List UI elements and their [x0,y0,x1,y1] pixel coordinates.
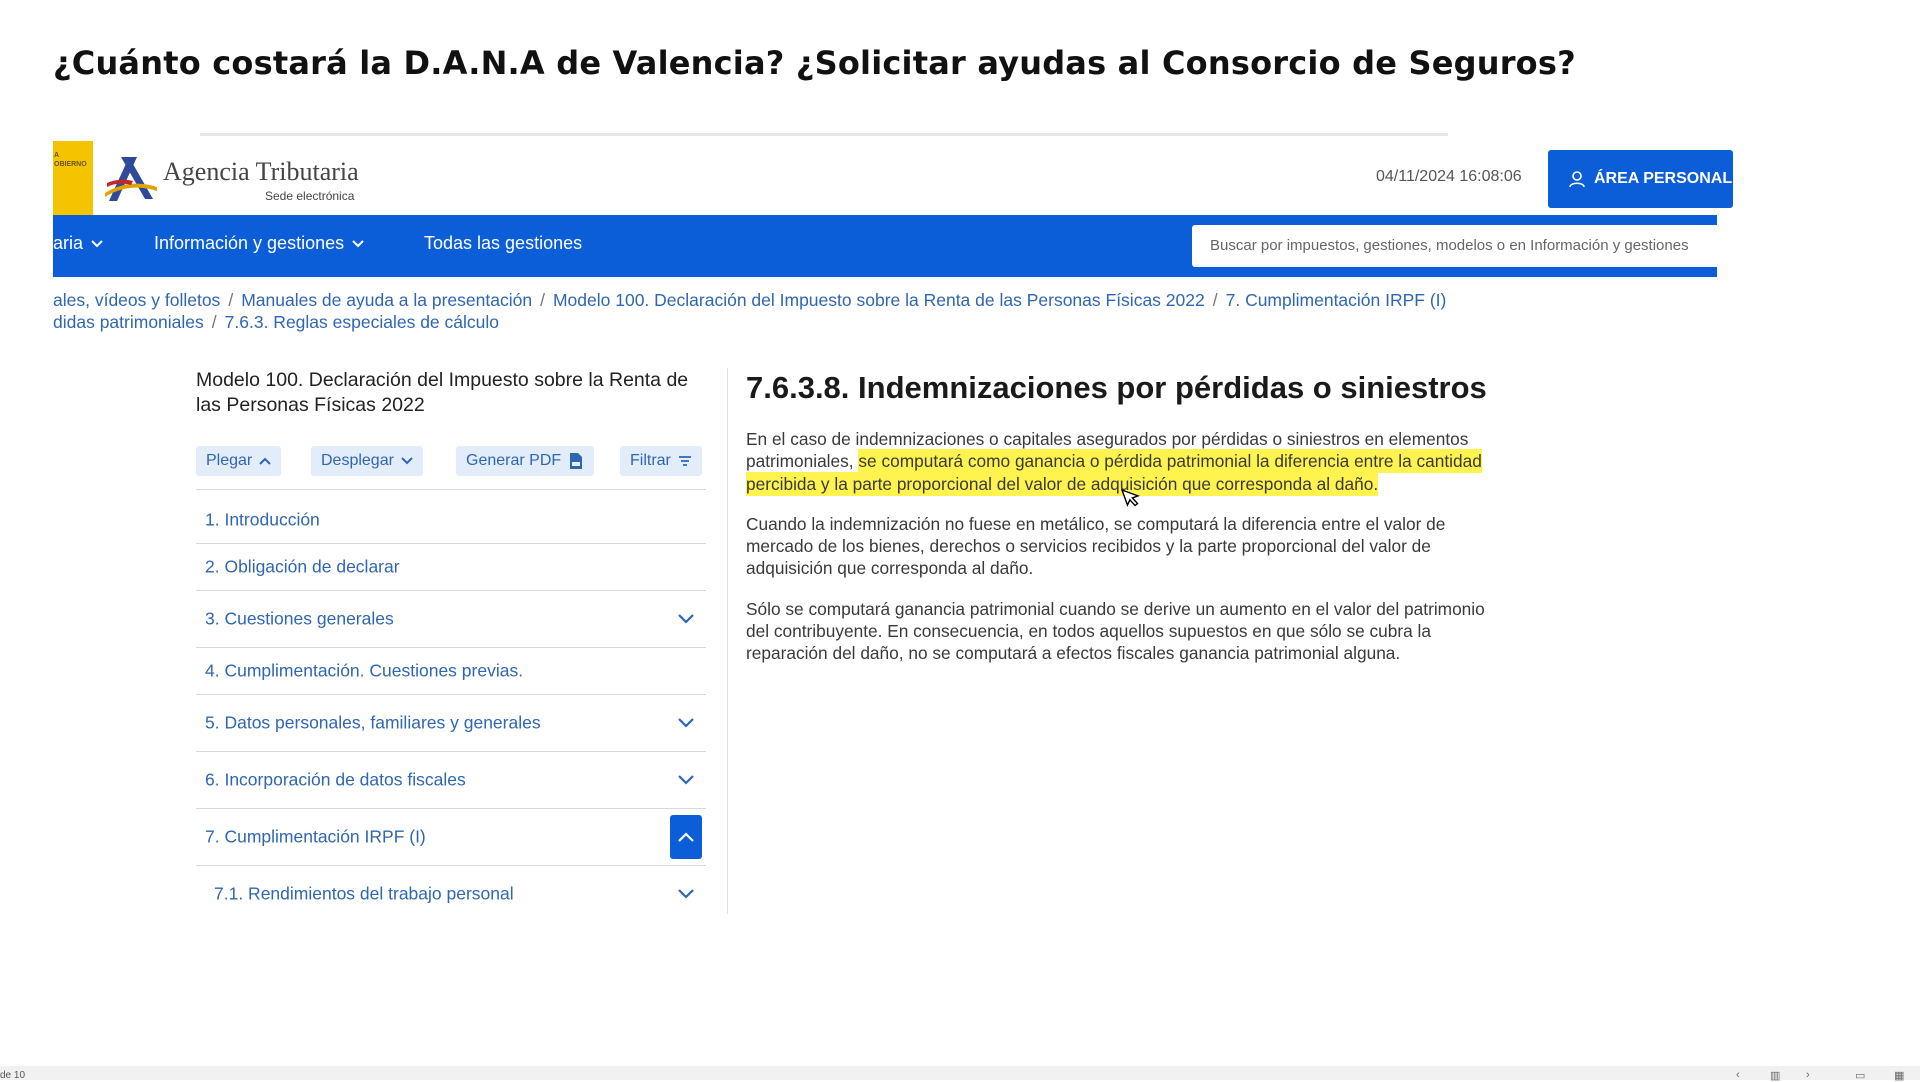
nav-item-informacion-gestiones[interactable] [154,233,364,254]
chevron-up-icon [259,457,271,465]
toc-item-label: 1. Introducción [205,509,320,530]
viewer-status-bar [0,1066,1920,1080]
toolbar-divider [196,489,706,490]
personal-area-label: ÁREA PERSONAL [1594,170,1733,187]
nav-item-aria[interactable] [53,233,103,254]
breadcrumb-link[interactable]: 7.6.3. Reglas especiales de cálculo [224,312,499,332]
breadcrumb-link[interactable]: didas patrimoniales [53,312,204,332]
chevron-down-icon [352,240,364,248]
toc-item-label: 3. Cuestiones generales [205,608,394,629]
breadcrumb-link[interactable]: ales, vídeos y folletos [53,290,221,310]
generate-pdf-button[interactable] [456,446,594,476]
chevron-down-icon[interactable] [670,707,702,739]
generate-pdf-label: Generar PDF [466,452,562,469]
chevron-down-icon [91,240,103,248]
column-divider [727,368,728,914]
breadcrumb-separator: / [228,290,234,310]
toc-item-label: 2. Obligación de declarar [205,556,400,577]
nav-item-label: Información y gestiones [154,233,345,253]
single-page-icon[interactable]: ▭ [1855,1070,1866,1082]
agency-subtitle: Sede electrónica [265,189,355,203]
slide-title: ¿Cuánto costará la D.A.N.A de Valencia? ¿Solicitar ayudas al Consorcio de Seguros? [53,44,1576,82]
table-of-contents [196,497,706,922]
breadcrumb-link[interactable]: Modelo 100. Declaración del Impuesto sobre la Renta de las Personas Físicas 2022 [552,290,1205,310]
chevron-right-icon[interactable]: › [1806,1069,1810,1081]
toc-item-cumplimentacion-irpf[interactable] [196,809,706,866]
main-navbar [53,215,1717,277]
nav-item-label: aria [53,233,84,253]
collapse-button[interactable] [196,446,281,476]
page-view-icon[interactable]: ▥ [1770,1070,1781,1082]
expand-label: Desplegar [321,452,394,469]
breadcrumb-separator: / [1212,290,1218,310]
chevron-down-icon[interactable] [670,603,702,635]
toc-item-label: 7. Cumplimentación IRPF (I) [205,826,426,847]
slide-divider [200,133,1448,136]
toc-item-obligacion[interactable] [196,544,706,591]
page-indicator: de 10 [0,1070,26,1081]
filter-button[interactable] [620,446,702,476]
toc-item-label: 7.1. Rendimientos del trabajo personal [214,883,514,904]
search-input[interactable] [1192,225,1732,267]
filter-label: Filtrar [630,452,671,469]
government-flag [53,141,93,215]
article-paragraph: Cuando la indemnización no fuese en metálico, se computará la diferencia entre el valor de mercado de los bienes, derechos o servicios recibidos y la parte proporcional del valor de adquisición que corresponda al daño. [746,513,1446,579]
breadcrumb-link[interactable]: 7. Cumplimentación IRPF (I) [1225,290,1447,310]
highlighted-text: se computará como ganancia o pérdida patrimonial la diferencia entre la cantidad percibida y la parte proporcional del valor de adquisición que corresponda al daño. [746,451,1482,494]
government-label: A OBIERNO [54,152,87,168]
toc-item-cumplimentacion-previas[interactable] [196,648,706,695]
agency-name[interactable]: Agencia Tributaria [163,157,359,186]
toc-item-introduccion[interactable] [196,497,706,544]
pdf-file-icon [568,452,584,470]
chevron-up-icon[interactable] [670,815,702,859]
chevron-down-icon[interactable] [670,764,702,796]
grid-view-icon[interactable]: ▦ [1894,1070,1905,1082]
toc-item-datos-personales[interactable] [196,695,706,752]
breadcrumb-separator: / [211,312,217,332]
embedded-website [53,141,1733,904]
user-icon [1568,170,1586,188]
personal-area-button[interactable] [1548,150,1733,208]
chevron-down-icon [401,457,413,465]
nav-item-todas-gestiones[interactable] [424,233,582,254]
expand-button[interactable] [311,446,423,476]
chevron-left-icon[interactable]: ‹ [1736,1069,1740,1081]
document-index-panel [196,368,706,904]
toc-item-datos-fiscales[interactable] [196,752,706,809]
article-content [746,368,1506,665]
server-datetime: 04/11/2024 16:08:06 [1376,168,1522,185]
pointer-cursor-icon [1122,485,1146,509]
aeat-logo-icon[interactable] [103,153,159,203]
article-paragraph: Sólo se computará ganancia patrimonial cuando se derive un aumento en el valor del patrimonio del contribuyente. En consecuencia, en todos aquellos supuestos en que sólo se cubra la reparación del daño, no se computará a efectos fiscales ganancia patrimonial alguna. [746,598,1485,664]
toc-item-label: 5. Datos personales, familiares y generales [205,712,541,733]
index-toolbar [196,446,706,476]
filter-icon [678,455,692,467]
site-header [53,141,1733,215]
collapse-label: Plegar [206,452,253,469]
article-title: 7.6.3.8. Indemnizaciones por pérdidas o siniestros [746,370,1487,405]
toc-item-cuestiones-generales[interactable] [196,591,706,648]
breadcrumb-link[interactable]: Manuales de ayuda a la presentación [241,290,533,310]
breadcrumb [53,289,1446,333]
toc-item-label: 6. Incorporación de datos fiscales [205,769,466,790]
breadcrumb-separator: / [540,290,545,310]
nav-item-label: Todas las gestiones [424,233,583,253]
toc-item-label: 4. Cumplimentación. Cuestiones previas. [205,660,524,681]
paragraph-text: En el caso de indemnizaciones o capitales asegurados por pérdidas o siniestros en elementos patrimoniales, [746,429,1469,472]
toc-item-rendimientos-trabajo[interactable] [196,866,706,922]
chevron-down-icon[interactable] [670,878,702,910]
document-title: Modelo 100. Declaración del Impuesto sobre la Renta de las Personas Físicas 2022 [196,369,689,416]
